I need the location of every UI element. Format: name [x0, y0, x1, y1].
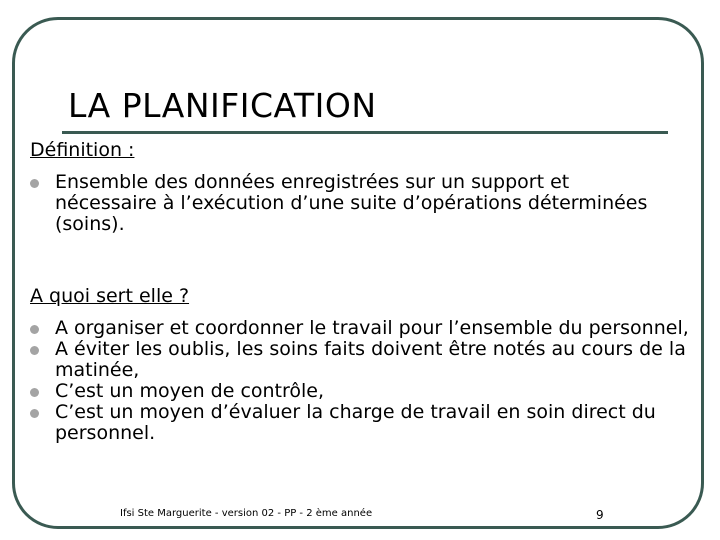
bullet-dot-icon — [30, 388, 39, 397]
slide-title: LA PLANIFICATION — [68, 86, 377, 125]
purpose-item — [30, 339, 705, 381]
purpose-item-text: A organiser et coordonner le travail pour l’ensemble du personnel, — [55, 317, 689, 339]
purpose-item — [30, 381, 705, 402]
definition-list — [30, 172, 670, 235]
definition-heading: Définition : — [30, 139, 135, 161]
bullet-dot-icon — [30, 346, 39, 355]
bullet-dot-icon — [30, 409, 39, 418]
bullet-dot-icon — [30, 325, 39, 334]
definition-item-text: Ensemble des données enregistrées sur un support et nécessaire à l’exécution d’une suite d’opérations déterminées (soins). — [55, 171, 648, 235]
purpose-list — [30, 318, 710, 444]
purpose-item-text: C’est un moyen de contrôle, — [55, 380, 325, 402]
page-number: 9 — [596, 508, 604, 522]
purpose-item-text: A éviter les oublis, les soins faits doivent être notés au cours de la matinée, — [55, 338, 686, 381]
purpose-heading: A quoi sert elle ? — [30, 285, 190, 307]
title-underline-rule — [62, 131, 668, 134]
purpose-item — [30, 318, 705, 339]
purpose-item-text: C’est un moyen d’évaluer la charge de travail en soin direct du personnel. — [55, 401, 656, 444]
slide-footer: Ifsi Ste Marguerite - version 02 - PP - 2 ème année — [120, 508, 373, 519]
purpose-item — [30, 402, 720, 444]
bullet-dot-icon — [30, 179, 39, 188]
definition-item — [30, 172, 670, 235]
